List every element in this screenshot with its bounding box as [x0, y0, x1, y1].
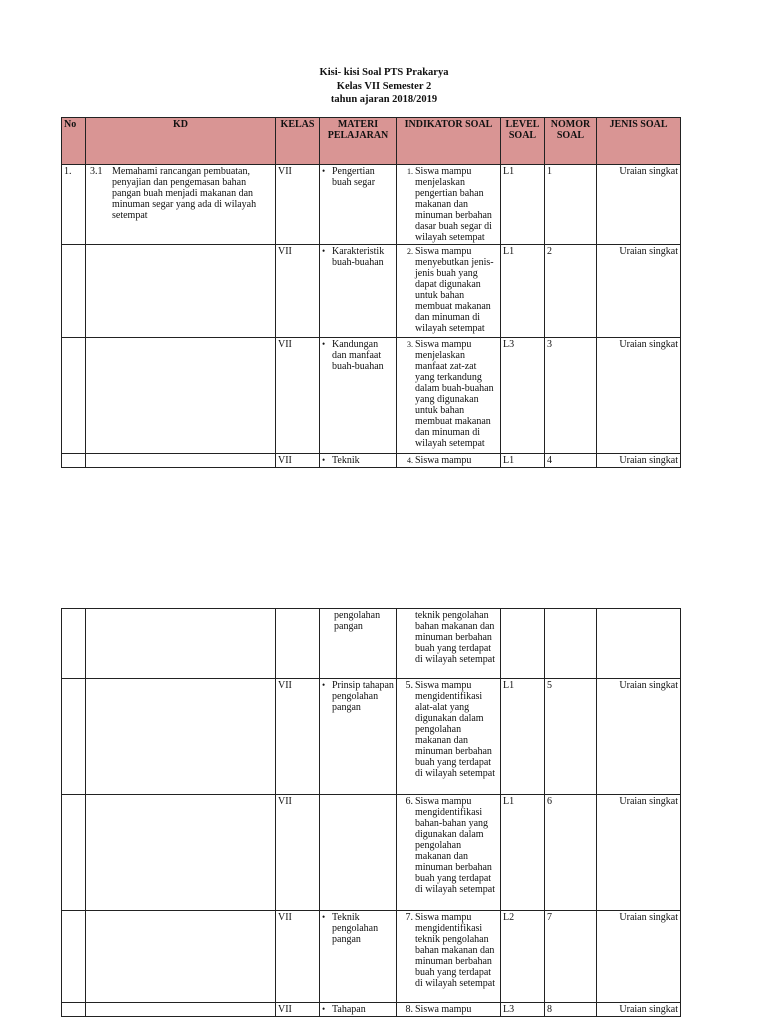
row-kd-cell	[86, 679, 276, 795]
indikator-item	[399, 166, 498, 243]
row-level	[501, 609, 545, 679]
row-level: L1	[501, 165, 545, 245]
row-materi-cell	[320, 1003, 397, 1017]
row-indikator-cell	[397, 338, 501, 454]
bullet-icon: •	[322, 455, 326, 465]
document-title	[0, 66, 768, 107]
indikator-text: Siswa mampu mengidentifikasi alat-alat yang digunakan dalam pengolahan makanan dan minuman berbahan buah yang terdapat di wilayah setempat	[415, 680, 495, 779]
row-kd-cell	[86, 454, 276, 468]
indikator-number: 3.	[407, 340, 413, 349]
row-no-cell	[62, 609, 86, 679]
row-kelas: VII	[276, 1003, 320, 1017]
row-jenis: Uraian singkat	[597, 338, 681, 454]
row-materi-cell	[320, 454, 397, 468]
row-no-cell	[62, 165, 86, 245]
indikator-text: Siswa mampu mengidentifikasi teknik pengolahan bahan makanan dan minuman berbahan buah yang terdapat di wilayah setempat	[415, 912, 495, 989]
row-jenis: Uraian singkat	[597, 454, 681, 468]
materi-bullet-item	[322, 246, 394, 268]
indikator-number: 7.	[405, 912, 413, 923]
indikator-text: Siswa mampu menyebutkan jenis-jenis buah yang dapat digunakan untuk bahan membuat makanan dan minuman di wilayah setempat	[415, 246, 494, 334]
row-kd-cell	[86, 609, 276, 679]
table-row	[62, 454, 681, 468]
row-kd-cell	[86, 911, 276, 1003]
materi-text: pengolahan pangan	[334, 610, 381, 632]
table-row	[62, 338, 681, 454]
row-nomor: 1	[545, 165, 597, 245]
indikator-number: 4.	[407, 456, 413, 465]
row-indikator-cell	[397, 795, 501, 911]
row-kelas: VII	[276, 795, 320, 911]
row-indikator-cell	[397, 911, 501, 1003]
row-no-cell	[62, 795, 86, 911]
row-kd-cell	[86, 1003, 276, 1017]
header-level: LEVEL SOAL	[501, 118, 545, 165]
row-jenis: Uraian singkat	[597, 165, 681, 245]
row-materi-cell	[320, 679, 397, 795]
indikator-item	[399, 1004, 498, 1015]
row-kd-cell	[86, 795, 276, 911]
row-level: L2	[501, 911, 545, 1003]
row-kelas: VII	[276, 245, 320, 338]
header-kd: KD	[86, 118, 276, 165]
kisi-table-page-1	[61, 117, 681, 468]
materi-bullet-item	[322, 166, 394, 188]
header-no: No	[62, 118, 86, 165]
row-kd-cell	[86, 338, 276, 454]
header-indikator: INDIKATOR SOAL	[397, 118, 501, 165]
row-jenis: Uraian singkat	[597, 911, 681, 1003]
indikator-number: 2.	[407, 247, 413, 256]
indikator-item	[399, 796, 498, 895]
row-level: L3	[501, 1003, 545, 1017]
row-level: L1	[501, 245, 545, 338]
indikator-text: Siswa mampu menjelaskan manfaat zat-zat yang terkandung dalam buah-buahan yang digunakan untuk bahan membuat makanan dan minuman di wilayah setempat	[415, 339, 494, 449]
table-row	[62, 911, 681, 1003]
header-kelas: KELAS	[276, 118, 320, 165]
row-no-cell	[62, 245, 86, 338]
materi-bullet-item	[322, 680, 394, 713]
row-jenis: Uraian singkat	[597, 795, 681, 911]
row-jenis: Uraian singkat	[597, 245, 681, 338]
indikator-item	[399, 455, 498, 466]
row-materi-cell	[320, 338, 397, 454]
materi-text: Kandungan dan manfaat buah-buahan	[332, 339, 384, 372]
indikator-number: 1.	[407, 167, 413, 176]
row-materi-cell	[320, 609, 397, 679]
row-jenis: Uraian singkat	[597, 679, 681, 795]
row-kelas	[276, 609, 320, 679]
materi-text: Tahapan	[332, 1004, 366, 1015]
header-jenis: JENIS SOAL	[597, 118, 681, 165]
materi-text: Teknik	[332, 455, 360, 466]
row-indikator-cell	[397, 679, 501, 795]
materi-bullet-item	[322, 339, 394, 372]
row-nomor: 2	[545, 245, 597, 338]
row-level: L1	[501, 454, 545, 468]
row-nomor: 7	[545, 911, 597, 1003]
header-nomor: NOMOR SOAL	[545, 118, 597, 165]
row-jenis	[597, 609, 681, 679]
indikator-item	[399, 912, 498, 989]
row-nomor	[545, 609, 597, 679]
row-nomor: 4	[545, 454, 597, 468]
materi-text: Prinsip tahapan pengolahan pangan	[332, 680, 394, 713]
bullet-icon: •	[322, 912, 326, 922]
kisi-table-page-2	[61, 608, 681, 1017]
table-header-row	[62, 118, 681, 165]
indikator-text: Siswa mampu	[415, 1004, 472, 1015]
bullet-icon: •	[322, 680, 326, 690]
header-materi: MATERI PELAJARAN	[320, 118, 397, 165]
row-kelas: VII	[276, 338, 320, 454]
indikator-item	[399, 339, 498, 449]
table-row	[62, 679, 681, 795]
row-kelas: VII	[276, 165, 320, 245]
row-level: L1	[501, 679, 545, 795]
row-nomor: 6	[545, 795, 597, 911]
materi-text: Teknik pengolahan pangan	[332, 912, 379, 945]
indikator-item	[399, 246, 498, 334]
row-level: L1	[501, 795, 545, 911]
row-indikator-cell	[397, 245, 501, 338]
row-kelas: VII	[276, 679, 320, 795]
row-nomor: 3	[545, 338, 597, 454]
row-no: 1.	[64, 166, 72, 177]
indikator-item	[399, 680, 498, 779]
table-row	[62, 1003, 681, 1017]
kd-entry	[88, 166, 273, 221]
indikator-text: teknik pengolahan bahan makanan dan minuman berbahan buah yang terdapat di wilayah setempat	[415, 610, 495, 665]
indikator-number: 5.	[405, 680, 413, 691]
table-row	[62, 245, 681, 338]
bullet-icon: •	[322, 339, 326, 349]
row-no-cell	[62, 679, 86, 795]
title-line-1: Kisi- kisi Soal PTS Prakarya	[319, 67, 449, 78]
row-kd-cell	[86, 245, 276, 338]
row-kd-cell	[86, 165, 276, 245]
row-nomor: 5	[545, 679, 597, 795]
row-indikator-cell	[397, 609, 501, 679]
indikator-text: Siswa mampu menjelaskan pengertian bahan makanan dan minuman berbahan dasar buah segar di wilayah setempat	[415, 166, 492, 243]
materi-bullet-item	[322, 455, 394, 466]
row-kelas: VII	[276, 454, 320, 468]
row-no-cell	[62, 454, 86, 468]
materi-text: Karakteristik buah-buahan	[332, 246, 385, 268]
row-no-cell	[62, 911, 86, 1003]
row-jenis: Uraian singkat	[597, 1003, 681, 1017]
indikator-text: Siswa mampu	[415, 455, 472, 466]
indikator-number: 6.	[405, 796, 413, 807]
row-materi-cell	[320, 911, 397, 1003]
row-materi-cell	[320, 165, 397, 245]
row-materi-cell	[320, 795, 397, 911]
indikator-text: Siswa mampu mengidentifikasi bahan-bahan yang digunakan dalam pengolahan makanan dan minuman berbahan buah yang terdapat di wilayah setempat	[415, 796, 495, 895]
materi-bullet-item	[322, 912, 394, 945]
bullet-icon: •	[322, 166, 326, 176]
row-indikator-cell	[397, 454, 501, 468]
row-indikator-cell	[397, 1003, 501, 1017]
row-no-cell	[62, 1003, 86, 1017]
row-level: L3	[501, 338, 545, 454]
materi-bullet-item	[322, 1004, 394, 1015]
table-row	[62, 609, 681, 679]
title-line-3: tahun ajaran 2018/2019	[330, 94, 438, 105]
bullet-icon: •	[322, 1004, 326, 1014]
materi-text: Pengertian buah segar	[332, 166, 376, 188]
table-row	[62, 795, 681, 911]
row-no-cell	[62, 338, 86, 454]
bullet-icon: •	[322, 246, 326, 256]
title-line-2: Kelas VII Semester 2	[336, 80, 432, 92]
row-indikator-cell	[397, 165, 501, 245]
kd-text: Memahami rancangan pembuatan, penyajian dan pengemasan bahan pangan buah menjadi makanan dan minuman segar yang ada di wilayah setempat	[112, 166, 257, 221]
kd-number: 3.1	[90, 166, 103, 177]
row-kelas: VII	[276, 911, 320, 1003]
table-row	[62, 165, 681, 245]
row-nomor: 8	[545, 1003, 597, 1017]
indikator-number: 8.	[405, 1004, 413, 1015]
row-materi-cell	[320, 245, 397, 338]
